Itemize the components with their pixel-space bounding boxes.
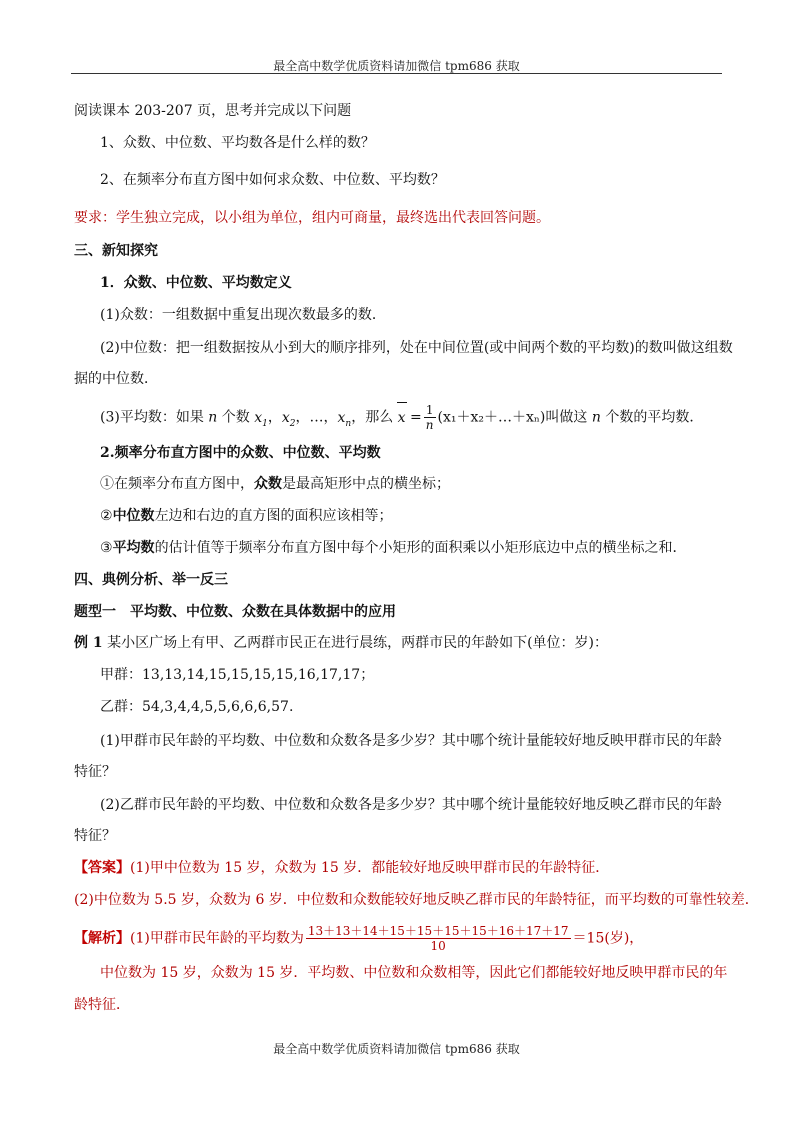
mean-fraction: $\frac{1}{n}$ <box>425 403 434 432</box>
question-2-line2: 特征？ <box>74 828 116 844</box>
page-footer: 最全高中数学优质资料请加微信 tpm686 获取 <box>273 1042 520 1056</box>
question-2: 2、在频率分布直方图中如何求众数、中位数、平均数？ <box>100 172 445 188</box>
mean-x1: $x_1$ <box>254 409 268 429</box>
header-rule <box>71 73 722 74</box>
x-bar-symbol: x <box>398 408 406 428</box>
requirement: 要求：学生独立完成，以小组为单位，组内可商量，最终选出代表回答问题。 <box>74 210 550 226</box>
mean-then: ，那么 <box>351 409 394 426</box>
reading-instruction: 阅读课本 203-207 页，思考并完成以下问题 <box>74 103 352 119</box>
mean-prefix: (3)平均数：如果 <box>100 409 204 426</box>
mean-equals: = <box>410 409 422 426</box>
question-2-line1: (2)乙群市民年龄的平均数、中位数和众数各是多少岁？其中哪个统计量能较好地反映乙群市民的年龄 <box>100 797 722 813</box>
median-definition-line1: (2)中位数：把一组数据按从小到大的顺序排列，处在中间位置(或中间两个数的平均数)的数叫做这组数 <box>100 340 733 356</box>
subsection-definitions: 1．众数、中位数、平均数定义 <box>100 275 292 291</box>
example-1: 例 1 某小区广场上有甲、乙两群市民正在进行晨练，两群市民的年龄如下(单位：岁)： <box>74 635 608 651</box>
question-1-line2: 特征？ <box>74 764 116 780</box>
section-4-title: 四、典例分析、举一反三 <box>74 572 228 588</box>
mean-x2: $x_2$ <box>281 409 296 429</box>
mean-xn: $x_n$ <box>337 409 352 429</box>
question-type-1: 题型一 平均数、中位数、众数在具体数据中的应用 <box>74 604 396 620</box>
subsection-histogram: 2.频率分布直方图中的众数、中位数、平均数 <box>100 445 381 461</box>
mean-mid: 个数 <box>221 409 250 426</box>
mode-definition: (1)众数：一组数据中重复出现次数最多的数． <box>100 307 386 323</box>
solution-part-2-line2: 龄特征． <box>74 997 130 1013</box>
mean-dots: …， <box>309 409 338 426</box>
solution-part-1: 【解析】(1)甲群市民年龄的平均数为 $\frac{13+13+14+15+15+15+15+16+17+17}{10}$ ＝15(岁)， <box>74 924 644 953</box>
histogram-mode: ①在频率分布直方图中，众数是最高矩形中点的横坐标； <box>100 476 450 492</box>
histogram-mean: ③平均数的估计值等于频率分布直方图中每个小矩形的面积乘以小矩形底边中点的横坐标之和． <box>100 540 687 556</box>
section-3-title: 三、新知探究 <box>74 243 158 259</box>
answer-part-1: 【答案】(1)甲中位数为 15 岁，众数为 15 岁．都能较好地反映甲群市民的年龄特征． <box>74 860 610 876</box>
mean-n: n <box>208 409 218 426</box>
group-b-data: 乙群：54,3,4,4,5,5,6,6,6,57. <box>100 699 294 715</box>
solution-part-2-line1: 中位数为 15 岁，众数为 15 岁．平均数、中位数和众数相等，因此它们都能较好地反映甲群市民的年 <box>100 965 728 981</box>
answer-part-2: (2)中位数为 5.5 岁，众数为 6 岁．中位数和众数能较好地反映乙群市民的年龄特征，而平均数的可靠性较差． <box>74 892 759 908</box>
mean-definition: (3)平均数：如果 n 个数 $x_1$，$x_2$，…，$x_n$，那么 x = $\frac{1}{n}$ (x₁＋x₂＋…＋xₙ)叫做这 n 个数的平均数． <box>100 403 704 432</box>
solution-label: 【解析】 <box>74 930 130 947</box>
mean-sep: ， <box>267 409 282 426</box>
median-definition-line2: 据的中位数． <box>74 371 158 387</box>
question-1-line1: (1)甲群市民年龄的平均数、中位数和众数各是多少岁？其中哪个统计量能较好地反映甲群市民的年龄 <box>100 733 722 749</box>
mean-suffix: 叫做这 <box>545 409 588 426</box>
group-a-data: 甲群：13,13,14,15,15,15,15,16,17,17； <box>100 667 375 683</box>
histogram-median: ②中位数左边和右边的直方图的面积应该相等； <box>100 508 393 524</box>
question-1: 1、众数、中位数、平均数各是什么样的数？ <box>100 135 375 151</box>
example-label: 例 1 <box>74 635 103 651</box>
solution-fraction: $\frac{13+13+14+15+15+15+15+16+17+17}{10}$ <box>307 924 569 953</box>
mean-sum: (x₁＋x₂＋…＋xₙ) <box>437 409 546 426</box>
mean-suffix2: 个数的平均数． <box>605 409 704 426</box>
page-header: 最全高中数学优质资料请加微信 tpm686 获取 <box>273 59 520 73</box>
answer-label: 【答案】 <box>74 860 130 876</box>
